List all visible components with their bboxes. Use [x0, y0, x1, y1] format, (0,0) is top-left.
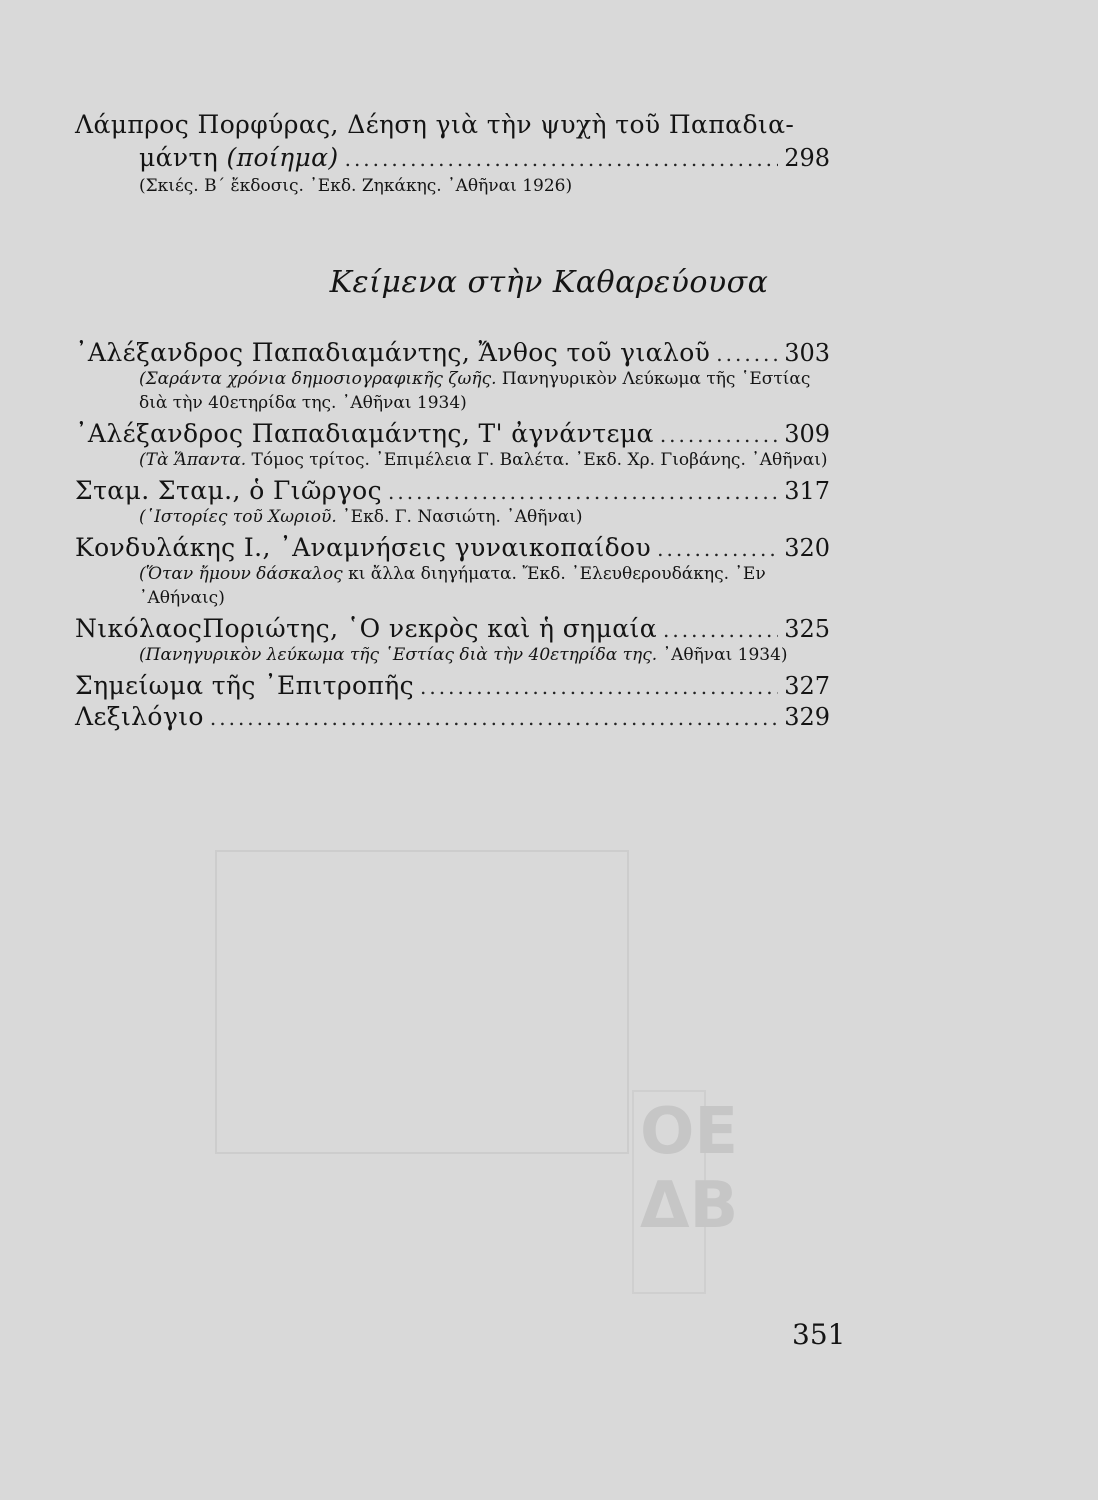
- toc-entry-source-details: κι ἄλλα διηγήματα. Ἔκδ. ᾿Ελευθερουδάκης. ᾿Εν ᾿Αθήναις): [139, 564, 766, 608]
- toc-entry: [75, 419, 830, 472]
- toc-entry-genre: (ποίημα): [226, 143, 339, 172]
- leader-dots: [660, 423, 778, 447]
- toc-entry-page: 329: [784, 703, 830, 731]
- toc-entry-title-cont: μάντη: [139, 143, 227, 172]
- bleed-through-logo: OE ΔB: [640, 1095, 739, 1243]
- toc-entry: [75, 614, 830, 667]
- leader-dots: [420, 675, 778, 699]
- toc-entry: [75, 533, 830, 610]
- toc-section-entries: [75, 338, 830, 733]
- leader-dots: [345, 147, 779, 171]
- toc-entry: [75, 476, 830, 529]
- leader-dots: [210, 706, 778, 730]
- toc-entry-source: (Σκιές. Β΄ ἔκδοσις. ᾿Εκδ. Ζηκάκης. ᾿Αθῆναι 1926): [139, 176, 573, 196]
- toc-entry-page: 320: [784, 534, 830, 562]
- toc-entry-source-details: Τόμος τρίτος. ᾿Επιμέλεια Γ. Βαλέτα. ᾿Εκδ. Χρ. Γιοβάνης. ᾿Αθῆναι): [246, 450, 828, 470]
- toc-entry: [75, 671, 830, 700]
- toc-entry-page: 298: [784, 144, 830, 172]
- toc-entry-source-details: ᾿Εκδ. Γ. Νασιώτη. ᾿Αθῆναι): [336, 507, 583, 527]
- leader-dots: [663, 618, 778, 642]
- leader-dots: [716, 342, 778, 366]
- toc-entry-title: ᾿Αλέξανδρος Παπαδιαμάντης, Τ' ἀγνάντεμα: [75, 419, 654, 448]
- toc-entry-source-title: (Τὰ Ἅπαντα.: [139, 450, 247, 470]
- toc-entry-title: ΝικόλαοςΠοριώτης, ῾Ο νεκρὸς καὶ ἡ σημαία: [75, 614, 658, 643]
- toc-entry-source-details: Πανηγυρικὸν Λεύκωμα τῆς ῾Εστίας διὰ τὴν 40ετηρίδα της. ᾿Αθῆναι 1934): [139, 369, 811, 413]
- toc-entry: [75, 338, 830, 415]
- bleed-through-frame: [215, 850, 629, 1154]
- toc-entry-title: Κονδυλάκης Ι., ᾿Αναμνήσεις γυναικοπαίδου: [75, 533, 652, 562]
- toc-entry-source: [75, 505, 829, 529]
- toc-entry-source: [75, 643, 829, 667]
- toc-entry-source-title: (Σαράντα χρόνια δημοσιογραφικῆς ζωῆς.: [139, 369, 497, 389]
- leader-dots: [657, 537, 778, 561]
- toc-entry-title: Λάμπρος Πορφύρας, Δέηση γιὰ τὴν ψυχὴ τοῦ Παπαδια-: [75, 110, 795, 139]
- toc-entry-page: 317: [784, 477, 830, 505]
- leader-dots: [388, 480, 778, 504]
- toc-entry: [75, 702, 830, 731]
- toc-entry-title: Σημείωμα τῆς ᾿Επιτροπῆς: [75, 671, 415, 700]
- toc-entry-page: 309: [784, 420, 830, 448]
- toc-entry-page: 325: [784, 615, 830, 643]
- toc-entry-source-title: (Ὅταν ἤμουν δάσκαλος: [139, 564, 343, 584]
- toc-entry-source: [75, 448, 829, 472]
- toc-entry-page: 303: [784, 339, 830, 367]
- section-title: Κείμενα στὴν Καθαρεύουσα: [329, 265, 769, 300]
- toc-entry-title: Λεξιλόγιο: [75, 702, 204, 731]
- toc-entry-source-title: (Πανηγυρικὸν λεύκωμα τῆς ῾Εστίας διὰ τὴν 40ετηρίδα της.: [139, 645, 658, 665]
- toc-entry-page: 327: [784, 672, 830, 700]
- toc-entry-source-details: ᾿Αθῆναι 1934): [657, 645, 788, 665]
- page-number: 351: [792, 1318, 846, 1351]
- toc-entry-source: [75, 562, 829, 610]
- toc-entry: [75, 110, 830, 198]
- toc-entry-source: [75, 367, 829, 415]
- toc-entry-source-title: (῾Ιστορίες τοῦ Χωριοῦ.: [139, 507, 337, 527]
- toc-entry-title: Σταμ. Σταμ., ὁ Γιῶργος: [75, 476, 383, 505]
- toc-entry-title: ᾿Αλέξανδρος Παπαδιαμάντης, Ἄνθος τοῦ γιαλοῦ: [75, 338, 711, 367]
